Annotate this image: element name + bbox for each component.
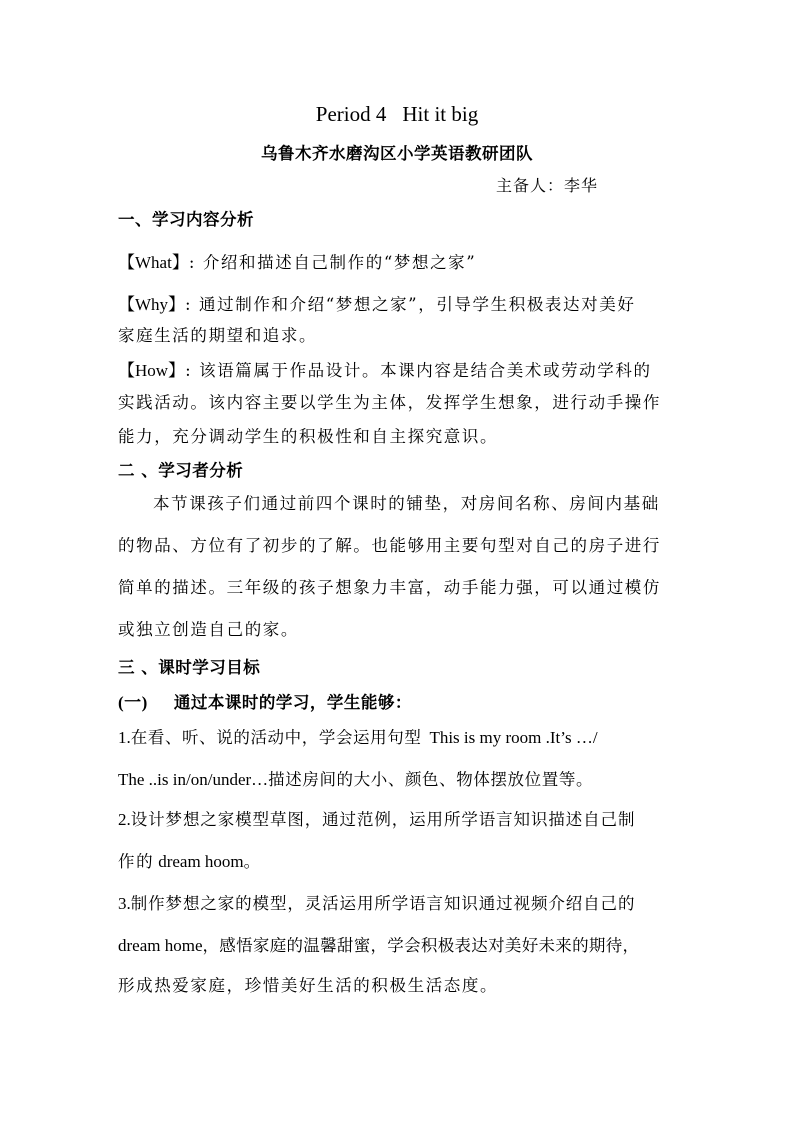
goal-2-text: 设计梦想之家模型草图，通过范例，运用所学语言知识描述自己制 [130,810,636,829]
goal-1-sentence-2: The ..is in/on/under… [118,770,269,789]
title-topic: Hit it big [402,102,479,126]
goal-3-text: 制作梦想之家的模型，灵活运用所学语言知识通过视频介绍自己的 [130,894,636,913]
page-title [0,102,794,127]
objectives-intro [118,688,412,713]
section-heading-objectives: 三 、课时学习目标 [118,658,261,677]
what-line [118,248,476,273]
goal-1-sentence: This is my room .It’s …/ [429,728,598,747]
goal-1-number: 1. [118,728,131,747]
goal-2-end: 。 [243,852,262,871]
goal-3-term: dream home [118,936,203,955]
goal-2-text-2: 作的 [118,852,155,871]
goal-2-line-1 [118,806,635,830]
learner-line-1: 本节课孩子们通过前四个课时的铺垫，对房间名称、房间内基础 [153,494,660,513]
preparer: 主备人：李华 [496,176,599,195]
why-line-2: 家庭生活的期望和追求。 [118,326,318,345]
goal-3-text-2: ，感悟家庭的温馨甜蜜，学会积极表达对美好未来的期待， [202,936,640,955]
goal-2-line-2 [118,848,262,872]
learner-line-3: 简单的描述。三年级的孩子想象力丰富，动手能力强，可以通过模仿 [118,578,661,597]
goal-3-line-2 [118,932,639,956]
goal-1-line-1 [118,724,598,748]
sub-marker: (一) [118,693,148,712]
how-line-2: 实践活动。该内容主要以学生为主体，发挥学生想象，进行动手操作 [118,393,661,412]
what-tag: 【What】 [118,253,189,272]
how-tag: 【How】 [118,361,186,380]
why-tag: 【Why】 [118,295,186,314]
how-text-1: : 该语篇属于作品设计。本课内容是结合美术或劳动学科的 [185,361,652,380]
what-text: : 介绍和描述自己制作的“梦想之家” [188,253,477,272]
how-line-3: 能力，充分调动学生的积极性和自主探究意识。 [118,427,499,446]
section-heading-content-analysis: 一、学习内容分析 [118,210,254,229]
title-period: Period 4 [315,102,387,126]
sub-text: 通过本课时的学习，学生能够： [173,693,412,712]
section-heading-learner-analysis: 二 、学习者分析 [118,461,244,480]
goal-1-line-2 [118,766,593,790]
why-line-1 [118,290,635,315]
goal-2-term: dream hoom [158,852,244,871]
goal-3-line-1 [118,890,635,914]
subtitle: 乌鲁木齐水磨沟区小学英语教研团队 [261,144,533,163]
learner-line-4: 或独立创造自己的家。 [118,620,299,639]
why-text-1: : 通过制作和介绍“梦想之家”，引导学生积极表达对美好 [185,295,636,314]
goal-3-number: 3. [118,894,131,913]
how-line-1 [118,356,652,381]
learner-line-2: 的物品、方位有了初步的了解。也能够用主要句型对自己的房子进行 [118,536,661,555]
goal-1-text-2: 描述房间的大小、颜色、物体摆放位置等。 [268,770,594,789]
goal-1-text: 在看、听、说的活动中，学会运用句型 [130,728,422,747]
goal-2-number: 2. [118,810,131,829]
goal-3-line-3: 形成热爱家庭，珍惜美好生活的积极生活态度。 [118,976,499,995]
